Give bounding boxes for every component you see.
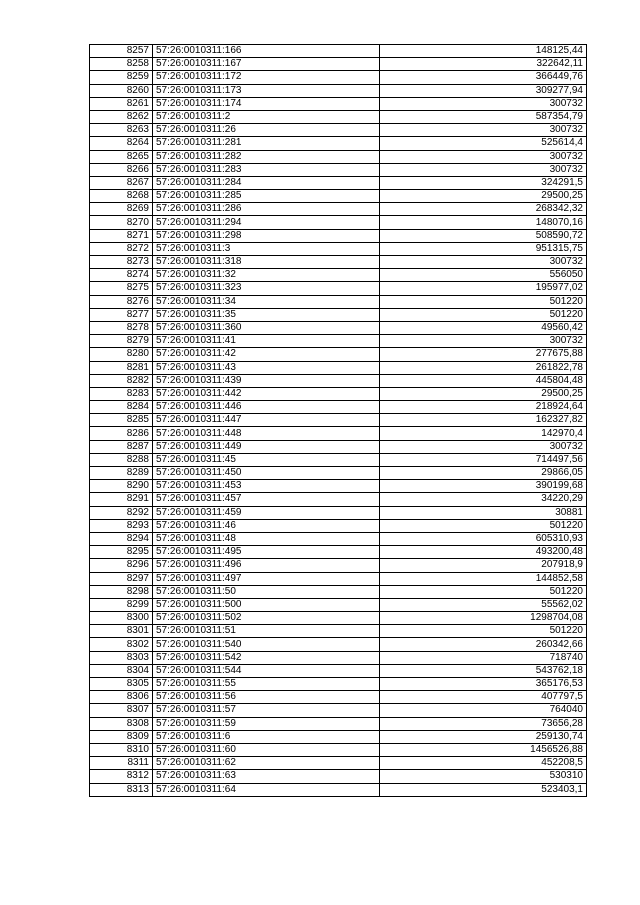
cadastral-number: 57:26:0010311:283: [153, 163, 380, 176]
row-number: 8309: [90, 730, 153, 743]
table-row: [90, 282, 587, 295]
table-row: [90, 625, 587, 638]
cadastral-number: 57:26:0010311:63: [153, 770, 380, 783]
row-number: 8282: [90, 374, 153, 387]
cadastral-value: 73656,28: [380, 717, 587, 730]
table-row: [90, 585, 587, 598]
row-number: 8280: [90, 348, 153, 361]
cadastral-number: 57:26:0010311:57: [153, 704, 380, 717]
cadastral-number: 57:26:0010311:449: [153, 440, 380, 453]
row-number: 8299: [90, 598, 153, 611]
cadastral-number: 57:26:0010311:542: [153, 651, 380, 664]
table-row: [90, 84, 587, 97]
cadastral-value: 148125,44: [380, 45, 587, 58]
cadastral-value: 1456526,88: [380, 743, 587, 756]
row-number: 8310: [90, 743, 153, 756]
table-row: [90, 546, 587, 559]
table-row: [90, 664, 587, 677]
cadastral-number: 57:26:0010311:450: [153, 467, 380, 480]
cadastral-number: 57:26:0010311:45: [153, 453, 380, 466]
row-number: 8300: [90, 612, 153, 625]
cadastral-value: 300732: [380, 163, 587, 176]
cadastral-number: 57:26:0010311:500: [153, 598, 380, 611]
cadastral-number: 57:26:0010311:6: [153, 730, 380, 743]
cadastral-number: 57:26:0010311:166: [153, 45, 380, 58]
table-row: [90, 770, 587, 783]
row-number: 8289: [90, 467, 153, 480]
cadastral-number: 57:26:0010311:3: [153, 242, 380, 255]
row-number: 8302: [90, 638, 153, 651]
row-number: 8301: [90, 625, 153, 638]
row-number: 8297: [90, 572, 153, 585]
cadastral-value: 29500,25: [380, 190, 587, 203]
cadastral-value: 501220: [380, 625, 587, 638]
table-row: [90, 559, 587, 572]
cadastral-number: 57:26:0010311:173: [153, 84, 380, 97]
table-row: [90, 638, 587, 651]
table-row: [90, 163, 587, 176]
cadastral-number: 57:26:0010311:453: [153, 480, 380, 493]
table-row: [90, 45, 587, 58]
cadastral-number: 57:26:0010311:502: [153, 612, 380, 625]
row-number: 8272: [90, 242, 153, 255]
cadastral-value: 718740: [380, 651, 587, 664]
cadastral-number: 57:26:0010311:495: [153, 546, 380, 559]
row-number: 8283: [90, 387, 153, 400]
row-number: 8296: [90, 559, 153, 572]
cadastral-value: 543762,18: [380, 664, 587, 677]
table-row: [90, 150, 587, 163]
cadastral-value: 259130,74: [380, 730, 587, 743]
cadastral-number: 57:26:0010311:41: [153, 335, 380, 348]
cadastral-value: 556050: [380, 269, 587, 282]
cadastral-number: 57:26:0010311:496: [153, 559, 380, 572]
table-row: [90, 229, 587, 242]
table-row: [90, 730, 587, 743]
cadastral-number: 57:26:0010311:497: [153, 572, 380, 585]
cadastral-number: 57:26:0010311:439: [153, 374, 380, 387]
table-row: [90, 203, 587, 216]
cadastral-value: 29866,05: [380, 467, 587, 480]
row-number: 8268: [90, 190, 153, 203]
row-number: 8295: [90, 546, 153, 559]
row-number: 8291: [90, 493, 153, 506]
cadastral-value: 501220: [380, 585, 587, 598]
cadastral-value: 501220: [380, 295, 587, 308]
table-row: [90, 124, 587, 137]
cadastral-number: 57:26:0010311:544: [153, 664, 380, 677]
table-row: [90, 137, 587, 150]
cadastral-value: 218924,64: [380, 401, 587, 414]
cadastral-number: 57:26:0010311:174: [153, 97, 380, 110]
table-row: [90, 58, 587, 71]
cadastral-number: 57:26:0010311:32: [153, 269, 380, 282]
cadastral-number: 57:26:0010311:60: [153, 743, 380, 756]
row-number: 8312: [90, 770, 153, 783]
cadastral-value: 162327,82: [380, 414, 587, 427]
cadastral-value: 501220: [380, 308, 587, 321]
row-number: 8287: [90, 440, 153, 453]
row-number: 8259: [90, 71, 153, 84]
cadastral-number: 57:26:0010311:59: [153, 717, 380, 730]
table-row: [90, 348, 587, 361]
cadastral-number: 57:26:0010311:446: [153, 401, 380, 414]
cadastral-value: 493200,48: [380, 546, 587, 559]
cadastral-number: 57:26:0010311:442: [153, 387, 380, 400]
row-number: 8270: [90, 216, 153, 229]
table-row: [90, 414, 587, 427]
row-number: 8273: [90, 256, 153, 269]
cadastral-value: 764040: [380, 704, 587, 717]
cadastral-number: 57:26:0010311:459: [153, 506, 380, 519]
row-number: 8271: [90, 229, 153, 242]
table-row: [90, 743, 587, 756]
cadastral-value: 605310,93: [380, 532, 587, 545]
cadastral-number: 57:26:0010311:55: [153, 678, 380, 691]
cadastral-value: 29500,25: [380, 387, 587, 400]
cadastral-value: 523403,1: [380, 783, 587, 796]
cadastral-value: 530310: [380, 770, 587, 783]
cadastral-number: 57:26:0010311:56: [153, 691, 380, 704]
table-row: [90, 308, 587, 321]
row-number: 8278: [90, 321, 153, 334]
cadastral-number: 57:26:0010311:43: [153, 361, 380, 374]
cadastral-value: 365176,53: [380, 678, 587, 691]
row-number: 8274: [90, 269, 153, 282]
cadastral-number: 57:26:0010311:46: [153, 519, 380, 532]
cadastral-value: 49560,42: [380, 321, 587, 334]
cadastral-number: 57:26:0010311:51: [153, 625, 380, 638]
cadastral-value: 261822,78: [380, 361, 587, 374]
cadastral-number: 57:26:0010311:50: [153, 585, 380, 598]
table-row: [90, 427, 587, 440]
cadastral-value: 260342,66: [380, 638, 587, 651]
cadastral-number: 57:26:0010311:323: [153, 282, 380, 295]
row-number: 8307: [90, 704, 153, 717]
table-row: [90, 704, 587, 717]
cadastral-value: 55562,02: [380, 598, 587, 611]
row-number: 8281: [90, 361, 153, 374]
cadastral-number: 57:26:0010311:540: [153, 638, 380, 651]
table-row: [90, 110, 587, 123]
cadastral-value: 501220: [380, 519, 587, 532]
cadastral-value: 195977,02: [380, 282, 587, 295]
row-number: 8288: [90, 453, 153, 466]
row-number: 8279: [90, 335, 153, 348]
cadastral-value: 268342,32: [380, 203, 587, 216]
table-row: [90, 97, 587, 110]
cadastral-number: 57:26:0010311:172: [153, 71, 380, 84]
table-row: [90, 190, 587, 203]
cadastral-value: 951315,75: [380, 242, 587, 255]
row-number: 8269: [90, 203, 153, 216]
cadastral-number: 57:26:0010311:447: [153, 414, 380, 427]
table-row: [90, 612, 587, 625]
table-row: [90, 321, 587, 334]
table-row: [90, 757, 587, 770]
cadastral-value: 445804,48: [380, 374, 587, 387]
cadastral-number: 57:26:0010311:167: [153, 58, 380, 71]
table-row: [90, 678, 587, 691]
cadastral-value: 508590,72: [380, 229, 587, 242]
cadastral-value: 142970,4: [380, 427, 587, 440]
row-number: 8277: [90, 308, 153, 321]
table-row: [90, 335, 587, 348]
row-number: 8292: [90, 506, 153, 519]
table-row: [90, 256, 587, 269]
table-row: [90, 361, 587, 374]
cadastral-value: 322642,11: [380, 58, 587, 71]
table-row: [90, 598, 587, 611]
row-number: 8290: [90, 480, 153, 493]
cadastral-number: 57:26:0010311:35: [153, 308, 380, 321]
table-row: [90, 691, 587, 704]
row-number: 8303: [90, 651, 153, 664]
row-number: 8267: [90, 176, 153, 189]
cadastral-value: 587354,79: [380, 110, 587, 123]
row-number: 8276: [90, 295, 153, 308]
table-row: [90, 519, 587, 532]
table-row: [90, 506, 587, 519]
cadastral-value: 34220,29: [380, 493, 587, 506]
table-row: [90, 532, 587, 545]
row-number: 8308: [90, 717, 153, 730]
row-number: 8263: [90, 124, 153, 137]
table-row: [90, 453, 587, 466]
cadastral-value: 277675,88: [380, 348, 587, 361]
table-row: [90, 440, 587, 453]
row-number: 8285: [90, 414, 153, 427]
row-number: 8257: [90, 45, 153, 58]
row-number: 8275: [90, 282, 153, 295]
row-number: 8294: [90, 532, 153, 545]
table-row: [90, 572, 587, 585]
cadastral-value: 309277,94: [380, 84, 587, 97]
table-row: [90, 480, 587, 493]
row-number: 8298: [90, 585, 153, 598]
cadastral-value: 324291,5: [380, 176, 587, 189]
cadastral-number: 57:26:0010311:42: [153, 348, 380, 361]
table-row: [90, 374, 587, 387]
cadastral-value: 300732: [380, 256, 587, 269]
cadastral-value: 390199,68: [380, 480, 587, 493]
table-row: [90, 269, 587, 282]
row-number: 8260: [90, 84, 153, 97]
cadastral-value: 1298704,08: [380, 612, 587, 625]
table-row: [90, 71, 587, 84]
row-number: 8262: [90, 110, 153, 123]
cadastral-number: 57:26:0010311:48: [153, 532, 380, 545]
table-row: [90, 242, 587, 255]
row-number: 8266: [90, 163, 153, 176]
cadastral-number: 57:26:0010311:298: [153, 229, 380, 242]
cadastral-value: 148070,16: [380, 216, 587, 229]
cadastral-value: 452208,5: [380, 757, 587, 770]
cadastral-value: 300732: [380, 124, 587, 137]
cadastral-value: 207918,9: [380, 559, 587, 572]
row-number: 8304: [90, 664, 153, 677]
row-number: 8286: [90, 427, 153, 440]
cadastral-number: 57:26:0010311:448: [153, 427, 380, 440]
cadastral-value: 300732: [380, 440, 587, 453]
table-row: [90, 387, 587, 400]
table-row: [90, 467, 587, 480]
cadastral-value: 300732: [380, 150, 587, 163]
table-row: [90, 295, 587, 308]
table-row: [90, 651, 587, 664]
cadastral-number: 57:26:0010311:34: [153, 295, 380, 308]
cadastral-value: 525614,4: [380, 137, 587, 150]
row-number: 8261: [90, 97, 153, 110]
table-row: [90, 176, 587, 189]
table-row: [90, 216, 587, 229]
cadastral-value: 30881: [380, 506, 587, 519]
cadastral-number: 57:26:0010311:457: [153, 493, 380, 506]
cadastral-number: 57:26:0010311:281: [153, 137, 380, 150]
table-row: [90, 493, 587, 506]
cadastral-number: 57:26:0010311:318: [153, 256, 380, 269]
row-number: 8313: [90, 783, 153, 796]
cadastral-value: 144852,58: [380, 572, 587, 585]
cadastral-number: 57:26:0010311:284: [153, 176, 380, 189]
cadastral-number: 57:26:0010311:26: [153, 124, 380, 137]
row-number: 8264: [90, 137, 153, 150]
row-number: 8284: [90, 401, 153, 414]
cadastral-value: 300732: [380, 97, 587, 110]
row-number: 8306: [90, 691, 153, 704]
table-row: [90, 401, 587, 414]
cadastral-number: 57:26:0010311:285: [153, 190, 380, 203]
cadastral-value: 407797,5: [380, 691, 587, 704]
cadastral-number: 57:26:0010311:62: [153, 757, 380, 770]
cadastral-value: 714497,56: [380, 453, 587, 466]
cadastral-value: 300732: [380, 335, 587, 348]
row-number: 8293: [90, 519, 153, 532]
table-body: [90, 45, 587, 797]
row-number: 8305: [90, 678, 153, 691]
table-row: [90, 783, 587, 796]
cadastral-number: 57:26:0010311:360: [153, 321, 380, 334]
row-number: 8265: [90, 150, 153, 163]
cadastral-number: 57:26:0010311:64: [153, 783, 380, 796]
cadastral-number: 57:26:0010311:282: [153, 150, 380, 163]
cadastral-number: 57:26:0010311:286: [153, 203, 380, 216]
cadastral-number: 57:26:0010311:2: [153, 110, 380, 123]
cadastral-value: 366449,76: [380, 71, 587, 84]
row-number: 8311: [90, 757, 153, 770]
row-number: 8258: [90, 58, 153, 71]
table-row: [90, 717, 587, 730]
cadastral-number: 57:26:0010311:294: [153, 216, 380, 229]
cadastral-value-table: [89, 44, 587, 797]
